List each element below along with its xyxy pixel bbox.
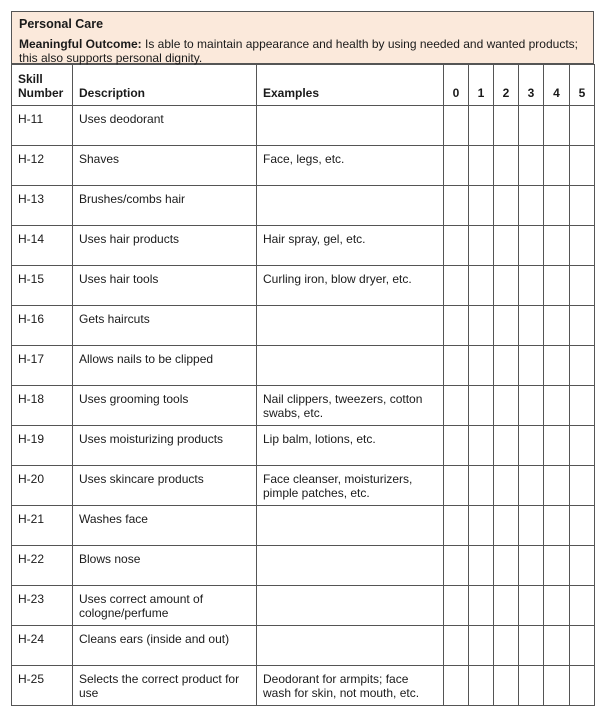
rating-cell-0[interactable] [444, 346, 469, 386]
rating-cell-2[interactable] [494, 306, 519, 346]
rating-cell-0[interactable] [444, 386, 469, 426]
rating-cell-0[interactable] [444, 586, 469, 626]
rating-cell-4[interactable] [544, 466, 570, 506]
examples-cell: Lip balm, lotions, etc. [257, 426, 444, 466]
rating-cell-3[interactable] [519, 506, 544, 546]
table-row [12, 306, 595, 346]
rating-cell-3[interactable] [519, 426, 544, 466]
table-row [12, 426, 595, 466]
rating-cell-4[interactable] [544, 386, 570, 426]
rating-cell-4[interactable] [544, 626, 570, 666]
header-row [12, 65, 595, 106]
rating-cell-5[interactable] [570, 106, 595, 146]
rating-cell-2[interactable] [494, 146, 519, 186]
rating-cell-5[interactable] [570, 546, 595, 586]
examples-cell [257, 626, 444, 666]
rating-cell-0[interactable] [444, 146, 469, 186]
rating-cell-5[interactable] [570, 146, 595, 186]
skill-rows [12, 106, 595, 706]
skill-number-cell: H-19 [12, 426, 73, 466]
rating-cell-2[interactable] [494, 226, 519, 266]
section-banner [11, 11, 594, 64]
rating-cell-1[interactable] [469, 666, 494, 706]
rating-cell-4[interactable] [544, 586, 570, 626]
skill-number-cell: H-21 [12, 506, 73, 546]
rating-cell-4[interactable] [544, 666, 570, 706]
rating-cell-2[interactable] [494, 626, 519, 666]
header-rating-4: 4 [544, 65, 570, 106]
skill-number-cell: H-25 [12, 666, 73, 706]
description-cell: Cleans ears (inside and out) [73, 626, 257, 666]
rating-cell-1[interactable] [469, 386, 494, 426]
examples-cell [257, 506, 444, 546]
description-cell: Uses correct amount of cologne/perfume [73, 586, 257, 626]
rating-cell-4[interactable] [544, 546, 570, 586]
rating-cell-0[interactable] [444, 506, 469, 546]
rating-cell-4[interactable] [544, 186, 570, 226]
table-row [12, 546, 595, 586]
skill-number-cell: H-11 [12, 106, 73, 146]
skill-number-cell: H-12 [12, 146, 73, 186]
rating-cell-5[interactable] [570, 226, 595, 266]
rating-cell-0[interactable] [444, 546, 469, 586]
rating-cell-0[interactable] [444, 186, 469, 226]
skill-number-cell: H-17 [12, 346, 73, 386]
rating-cell-0[interactable] [444, 626, 469, 666]
examples-cell: Curling iron, blow dryer, etc. [257, 266, 444, 306]
rating-cell-1[interactable] [469, 546, 494, 586]
table-row [12, 586, 595, 626]
description-cell: Blows nose [73, 546, 257, 586]
rating-cell-0[interactable] [444, 306, 469, 346]
rating-cell-1[interactable] [469, 586, 494, 626]
rating-cell-2[interactable] [494, 386, 519, 426]
rating-cell-1[interactable] [469, 506, 494, 546]
description-cell: Uses grooming tools [73, 386, 257, 426]
description-cell: Uses skincare products [73, 466, 257, 506]
header-rating-5: 5 [570, 65, 595, 106]
header-rating-1: 1 [469, 65, 494, 106]
table-row [12, 386, 595, 426]
rating-cell-1[interactable] [469, 226, 494, 266]
rating-cell-2[interactable] [494, 506, 519, 546]
rating-cell-5[interactable] [570, 506, 595, 546]
rating-cell-3[interactable] [519, 386, 544, 426]
description-cell: Washes face [73, 506, 257, 546]
rating-cell-3[interactable] [519, 466, 544, 506]
table-row [12, 626, 595, 666]
rating-cell-0[interactable] [444, 266, 469, 306]
description-cell: Uses hair products [73, 226, 257, 266]
rating-cell-2[interactable] [494, 266, 519, 306]
table-row [12, 106, 595, 146]
header-rating-3: 3 [519, 65, 544, 106]
rating-cell-1[interactable] [469, 106, 494, 146]
table-row [12, 186, 595, 226]
rating-cell-2[interactable] [494, 346, 519, 386]
examples-cell: Nail clippers, tweezers, cotton swabs, etc. [257, 386, 444, 426]
description-cell: Allows nails to be clipped [73, 346, 257, 386]
description-cell: Gets haircuts [73, 306, 257, 346]
rating-cell-3[interactable] [519, 226, 544, 266]
rating-cell-3[interactable] [519, 146, 544, 186]
rating-cell-5[interactable] [570, 666, 595, 706]
skills-table [11, 64, 595, 706]
rating-cell-5[interactable] [570, 626, 595, 666]
header-skill-number: Skill Number [12, 65, 73, 106]
outcome-label: Meaningful Outcome: [19, 37, 142, 51]
examples-cell: Deodorant for armpits; face wash for skin, not mouth, etc. [257, 666, 444, 706]
examples-cell [257, 106, 444, 146]
table-row [12, 506, 595, 546]
rating-cell-0[interactable] [444, 466, 469, 506]
skill-number-cell: H-22 [12, 546, 73, 586]
rating-cell-1[interactable] [469, 426, 494, 466]
rating-cell-4[interactable] [544, 266, 570, 306]
description-cell: Brushes/combs hair [73, 186, 257, 226]
rating-cell-5[interactable] [570, 186, 595, 226]
examples-cell [257, 186, 444, 226]
skill-number-cell: H-18 [12, 386, 73, 426]
rating-cell-3[interactable] [519, 266, 544, 306]
rating-cell-0[interactable] [444, 426, 469, 466]
rating-cell-3[interactable] [519, 186, 544, 226]
rating-cell-5[interactable] [570, 426, 595, 466]
rating-cell-4[interactable] [544, 306, 570, 346]
rating-cell-1[interactable] [469, 186, 494, 226]
rating-cell-2[interactable] [494, 586, 519, 626]
rating-cell-3[interactable] [519, 626, 544, 666]
rating-cell-0[interactable] [444, 106, 469, 146]
rating-cell-4[interactable] [544, 426, 570, 466]
description-cell: Uses hair tools [73, 266, 257, 306]
rating-cell-3[interactable] [519, 546, 544, 586]
header-rating-0: 0 [444, 65, 469, 106]
personal-care-sheet [11, 11, 594, 706]
examples-cell: Face cleanser, moisturizers, pimple patches, etc. [257, 466, 444, 506]
rating-cell-1[interactable] [469, 146, 494, 186]
rating-cell-2[interactable] [494, 466, 519, 506]
rating-cell-1[interactable] [469, 306, 494, 346]
rating-cell-2[interactable] [494, 186, 519, 226]
rating-cell-5[interactable] [570, 586, 595, 626]
table-row [12, 346, 595, 386]
rating-cell-1[interactable] [469, 266, 494, 306]
header-examples: Examples [257, 65, 444, 106]
rating-cell-1[interactable] [469, 346, 494, 386]
rating-cell-2[interactable] [494, 666, 519, 706]
rating-cell-1[interactable] [469, 466, 494, 506]
table-row [12, 466, 595, 506]
table-row [12, 146, 595, 186]
description-cell: Uses deodorant [73, 106, 257, 146]
examples-cell [257, 546, 444, 586]
rating-cell-0[interactable] [444, 226, 469, 266]
examples-cell: Face, legs, etc. [257, 146, 444, 186]
skill-number-cell: H-15 [12, 266, 73, 306]
meaningful-outcome [19, 37, 586, 65]
header-description: Description [73, 65, 257, 106]
table-row [12, 666, 595, 706]
rating-cell-1[interactable] [469, 626, 494, 666]
rating-cell-5[interactable] [570, 346, 595, 386]
rating-cell-4[interactable] [544, 106, 570, 146]
examples-cell [257, 586, 444, 626]
rating-cell-3[interactable] [519, 106, 544, 146]
header-rating-2: 2 [494, 65, 519, 106]
skill-number-cell: H-13 [12, 186, 73, 226]
description-cell: Uses moisturizing products [73, 426, 257, 466]
rating-cell-4[interactable] [544, 346, 570, 386]
rating-cell-2[interactable] [494, 426, 519, 466]
outcome-text: Is able to maintain appearance and health by using needed and wanted products; this also supports personal dignity. [19, 37, 578, 65]
examples-cell [257, 346, 444, 386]
section-title: Personal Care [19, 17, 104, 31]
rating-cell-3[interactable] [519, 586, 544, 626]
rating-cell-3[interactable] [519, 666, 544, 706]
rating-cell-5[interactable] [570, 466, 595, 506]
rating-cell-3[interactable] [519, 346, 544, 386]
description-cell: Shaves [73, 146, 257, 186]
description-cell: Selects the correct product for use [73, 666, 257, 706]
rating-cell-2[interactable] [494, 106, 519, 146]
skill-number-cell: H-16 [12, 306, 73, 346]
rating-cell-4[interactable] [544, 226, 570, 266]
rating-cell-0[interactable] [444, 666, 469, 706]
skill-number-cell: H-14 [12, 226, 73, 266]
rating-cell-4[interactable] [544, 146, 570, 186]
examples-cell: Hair spray, gel, etc. [257, 226, 444, 266]
rating-cell-3[interactable] [519, 306, 544, 346]
skill-number-cell: H-20 [12, 466, 73, 506]
rating-cell-4[interactable] [544, 506, 570, 546]
rating-cell-2[interactable] [494, 546, 519, 586]
rating-cell-5[interactable] [570, 266, 595, 306]
table-row [12, 226, 595, 266]
rating-cell-5[interactable] [570, 306, 595, 346]
examples-cell [257, 306, 444, 346]
skill-number-cell: H-23 [12, 586, 73, 626]
table-row [12, 266, 595, 306]
rating-cell-5[interactable] [570, 386, 595, 426]
skill-number-cell: H-24 [12, 626, 73, 666]
